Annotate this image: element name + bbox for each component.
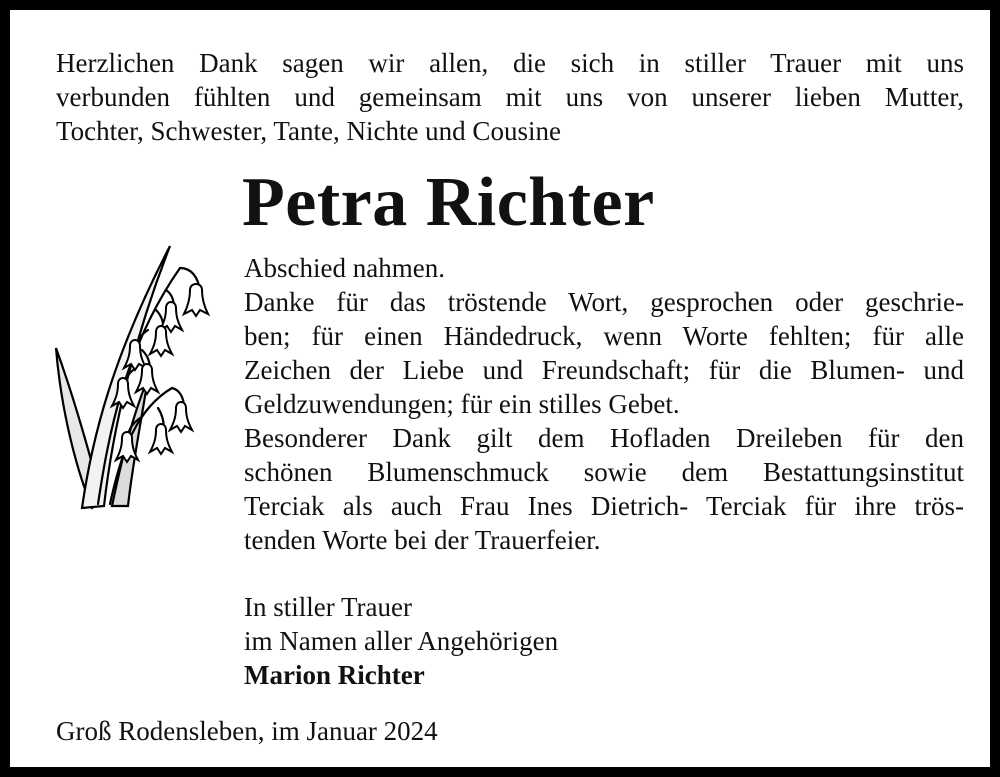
body-line: Danke für das tröstende Wort, gesprochen oder geschrie- bbox=[244, 287, 964, 317]
intro-line: Tochter, Schwester, Tante, Nichte und Cousine bbox=[56, 116, 561, 146]
body-line: Zeichen der Liebe und Freundschaft; für die Blumen- und bbox=[244, 355, 964, 385]
body-line: Abschied nahmen. bbox=[244, 253, 445, 283]
body-line: Geldzuwendungen; für ein stilles Gebet. bbox=[244, 389, 680, 419]
body-line: schönen Blumenschmuck sowie dem Bestattungsinstitut bbox=[244, 457, 964, 487]
intro-line: verbunden fühlten und gemeinsam mit uns von unserer lieben Mutter, bbox=[56, 82, 964, 112]
intro-line: Herzlichen Dank sagen wir allen, die sich in stiller Trauer mit uns bbox=[56, 48, 964, 78]
place-date: Groß Rodensleben, im Januar 2024 bbox=[56, 716, 438, 746]
lily-of-the-valley-icon bbox=[52, 238, 220, 514]
signature-line: im Namen aller Angehörigen bbox=[244, 626, 559, 656]
body-line: ben; für einen Händedruck, wenn Worte fehlten; für alle bbox=[244, 321, 964, 351]
body-line: Terciak als auch Frau Ines Dietrich- Terciak für ihre trös- bbox=[244, 491, 964, 521]
signer-name: Marion Richter bbox=[244, 660, 425, 690]
signature-line: In stiller Trauer bbox=[244, 592, 412, 622]
deceased-name: Petra Richter bbox=[242, 164, 655, 241]
body-line: Besonderer Dank gilt dem Hofladen Dreileben für den bbox=[244, 423, 964, 453]
body-line: tenden Worte bei der Trauerfeier. bbox=[244, 525, 601, 555]
